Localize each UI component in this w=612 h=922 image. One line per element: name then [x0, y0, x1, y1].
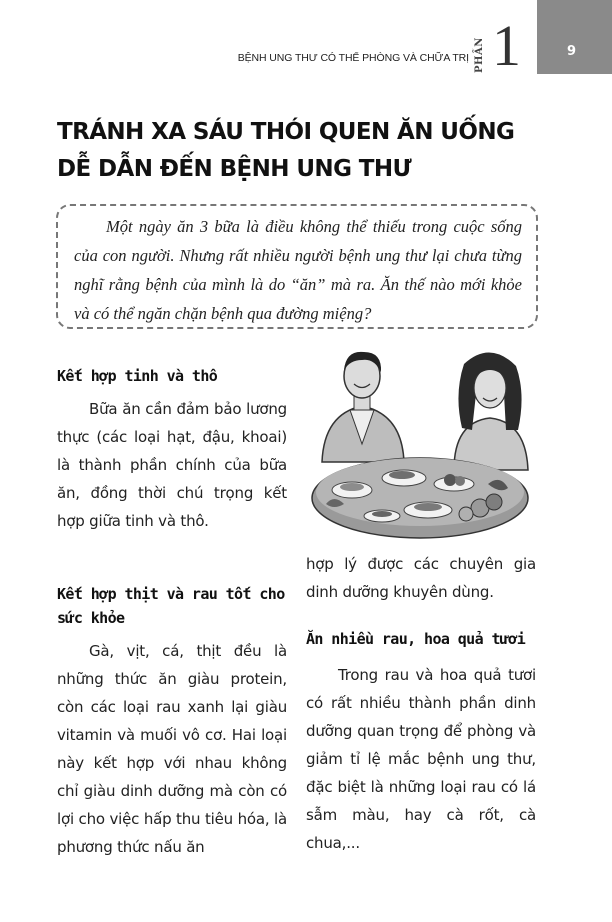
section-heading-1: Kết hợp tinh và thô	[57, 367, 218, 385]
part-label: PHẦN	[474, 37, 485, 73]
section-heading-2-line-1: Kết hợp thịt và rau tốt cho	[57, 585, 285, 603]
page-header	[0, 0, 612, 80]
section-heading-2-line-2: sức khỏe	[57, 609, 125, 627]
section-body-3: Trong rau và hoa quả tươi có rất nhiều thành phần dinh dưỡng quan trọng để phòng và giảm tỉ lệ mắc bệnh ung thư, đặc biệt là những loại rau có lá sẫm màu, hay cà rốt, cà chua,...	[306, 666, 536, 852]
section-heading-2	[57, 582, 297, 630]
couple-dining-illustration	[304, 344, 536, 540]
section-body-1: Bữa ăn cần đảm bảo lương thực (các loại hạt, đậu, khoai) là thành phần chính của bữa ăn, đồng thời chú trọng kết hợp giữa tinh và thô.	[57, 400, 287, 530]
chapter-title-line-1: TRÁNH XA SÁU THÓI QUEN ĂN UỐNG	[57, 119, 515, 145]
page-number: 9	[566, 44, 577, 59]
dining-icon	[304, 344, 536, 540]
intro-box	[56, 204, 538, 329]
chapter-title-line-2: DỄ DẪN ĐẾN BỆNH UNG THƯ	[57, 156, 412, 182]
part-number: 1	[492, 13, 521, 78]
section-heading-3: Ăn nhiều rau, hoa quả tươi	[306, 630, 526, 648]
running-title: BỆNH UNG THƯ CÓ THỂ PHÒNG VÀ CHỮA TRỊ	[237, 52, 469, 64]
intro-paragraph: Một ngày ăn 3 bữa là điều không thể thiếu trong cuộc sống của con người. Nhưng rất nhiều người bệnh ung thư lại chưa từng nghĩ rằng bệnh của mình là do “ăn” mà ra. Ăn thế nào mới khỏe và có thể ngăn chặn bệnh qua đường miệng?	[74, 217, 522, 323]
page-number-box	[537, 0, 612, 74]
chapter-title	[57, 114, 537, 188]
section-body-2-continued: hợp lý được các chuyên gia dinh dưỡng khuyên dùng.	[306, 555, 536, 601]
section-body-2: Gà, vịt, cá, thịt đều là những thức ăn giàu protein, còn các loại rau xanh lại giàu vitamin và muối vô cơ. Hai loại này kết hợp với nhau không chỉ giàu dinh dưỡng mà còn có lợi cho việc hấp thu tiêu hóa, là phương thức nấu ăn	[57, 642, 287, 856]
